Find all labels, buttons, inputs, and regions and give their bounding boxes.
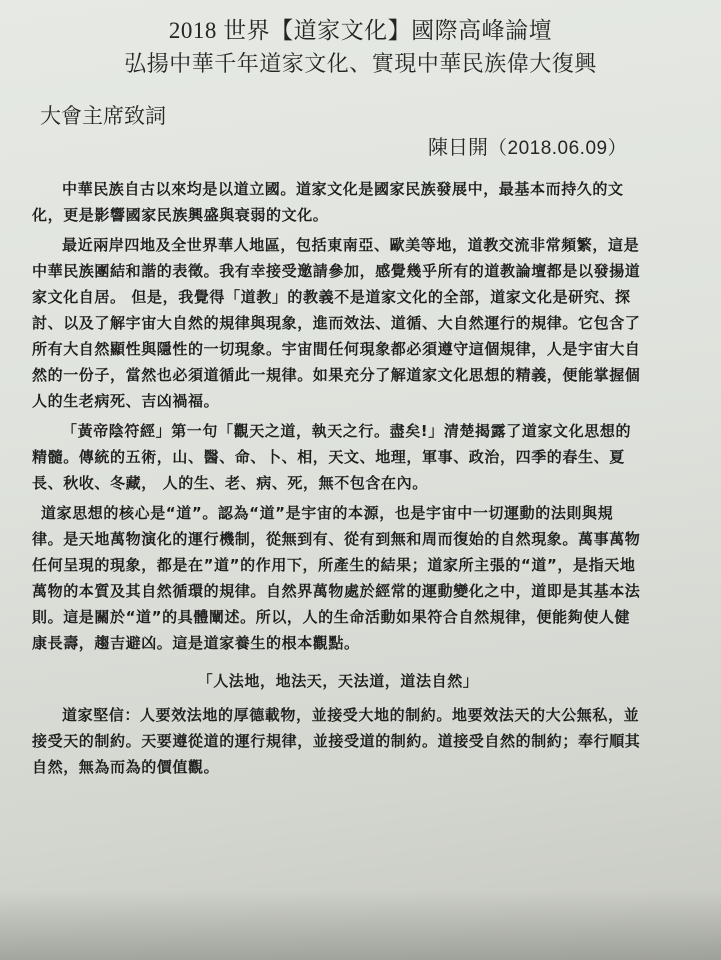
- document-subtitle: 弘揚中華千年道家文化、實現中華民族偉大復興: [124, 52, 597, 77]
- paragraph: 最近兩岸四地及全世界華人地區，包括東南亞、歐美等地，道教交流非常頻繁，這是中華民族團結和諧的表徵。我有幸接受邀請參加，感覺幾乎所有的道教論壇都是以發揚道家文化自居。 但是，我覺得「道教」的教義不是道家文化的全部，道家文化是研究、探討、以及了解宇宙大自然的規律與現象，進而效法、道循、大自然運行的規律。它包含了所有大自然顯性與隱性的一切現象。宇宙間任何現象都必須遵守這個規律，人是宇宙大自然的一份子，當然也必須道循此一規律。如果充分了解道家文化思想的精義，便能掌握個人的生老病死、吉凶禍福。: [32, 236, 641, 410]
- body-text: [32, 176, 644, 784]
- paragraph: 道家堅信：人要效法地的厚德載物，並接受大地的制約。地要效法天的大公無私，並接受天的制約。天要遵從道的運行規律，並接受道的制約。道接受自然的制約；奉行順其自然，無為而為的價值觀。: [32, 706, 641, 776]
- motto-quote: 「人法地，地法天，天法道，道法自然」: [197, 672, 479, 690]
- speech-heading: 大會主席致詞: [40, 104, 166, 128]
- paragraph: 「黃帝陰符經」第一句「觀天之道，執天之行。盡矣!」清楚揭露了道家文化思想的精髓。傳統的五術，山、醫、命、卜、相，天文、地理，軍事、政治，四季的春生、夏長、秋收、冬藏， 人的生、老、病、死，無不包含在內。: [32, 422, 632, 492]
- byline: [428, 131, 627, 160]
- speech-date: （2018.06.09）: [488, 138, 628, 159]
- paragraph: 道家思想的核心是“道”。認為“道”是宇宙的本源，也是宇宙中一切運動的法則與規律。是天地萬物演化的運行機制，從無到有、從有到無和周而復始的自然現象。萬事萬物任何呈現的現象，都是在”道”的作用下，所產生的結果；道家所主張的“道”，是指天地萬物的本質及其自然循環的規律。自然界萬物處於經常的運動變化之中，道即是其基本法則。這是關於“道”的具體闡述。所以，人的生命活動如果符合自然規律，便能夠使人健康長壽，趨吉避凶。這是道家養生的根本觀點。: [32, 504, 641, 652]
- document-title: 2018 世界【道家文化】國際高峰論壇: [168, 18, 553, 43]
- author-name: 陳日開: [428, 135, 488, 159]
- paragraph: 中華民族自古以來均是以道立國。道家文化是國家民族發展中，最基本而持久的文化，更是影響國家民族興盛與衰弱的文化。: [32, 180, 624, 224]
